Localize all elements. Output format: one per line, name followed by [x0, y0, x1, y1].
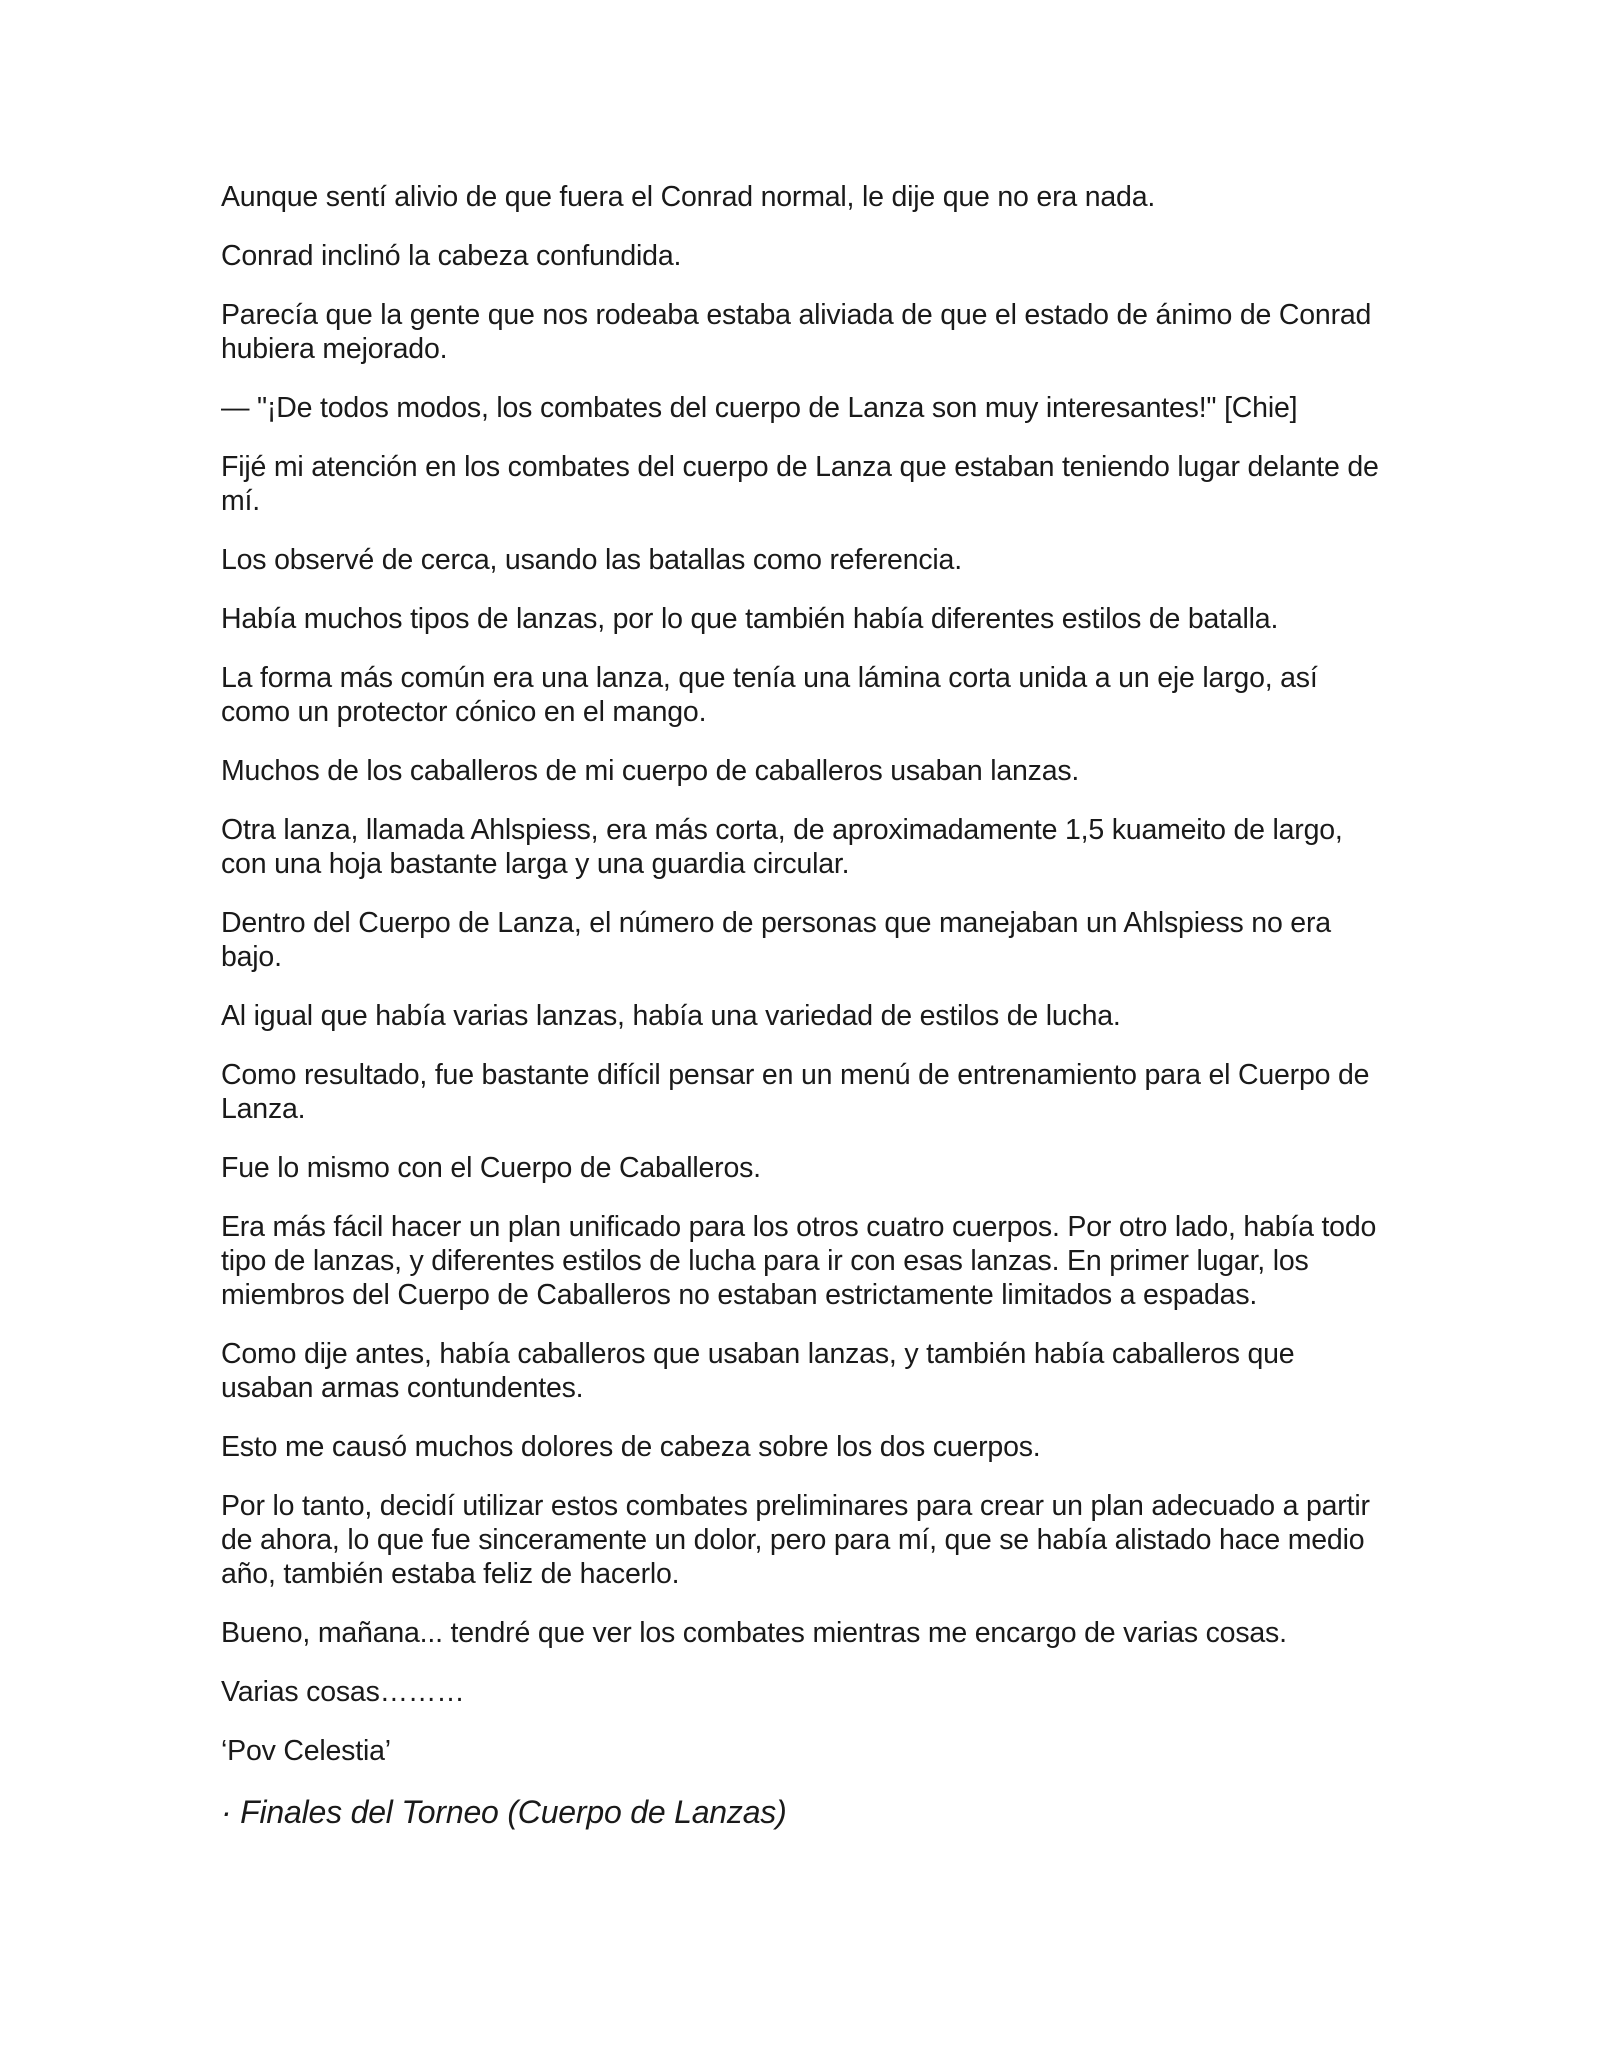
- document-body: [221, 180, 1381, 1856]
- paragraph-9: Muchos de los caballeros de mi cuerpo de caballeros usaban lanzas.: [221, 755, 1080, 787]
- paragraph-5: Fijé mi atención en los combates del cuerpo de Lanza que estaban teniendo lugar delante de mí.: [221, 451, 1379, 517]
- paragraph-12: Al igual que había varias lanzas, había una variedad de estilos de lucha.: [221, 1000, 1121, 1032]
- paragraph-13: Como resultado, fue bastante difícil pensar en un menú de entrenamiento para el Cuerpo de Lanza.: [221, 1059, 1370, 1125]
- paragraph-10: Otra lanza, llamada Ahlspiess, era más corta, de aproximadamente 1,5 kuameito de largo, con una hoja bastante larga y una guardia circular.: [221, 814, 1343, 880]
- paragraph-19: Bueno, mañana... tendré que ver los combates mientras me encargo de varias cosas.: [221, 1617, 1287, 1649]
- section-heading: · Finales del Torneo (Cuerpo de Lanzas): [221, 1794, 787, 1830]
- paragraph-18: Por lo tanto, decidí utilizar estos combates preliminares para crear un plan adecuado a partir de ahora, lo que fue sinceramente un dolor, pero para mí, que se había alistado hace medio año, también estaba feliz de hacerlo.: [221, 1490, 1370, 1590]
- paragraph-21: ‘Pov Celestia’: [221, 1735, 391, 1767]
- paragraph-20: Varias cosas………: [221, 1676, 465, 1708]
- paragraph-3: Parecía que la gente que nos rodeaba estaba aliviada de que el estado de ánimo de Conrad hubiera mejorado.: [221, 299, 1372, 365]
- paragraph-6: Los observé de cerca, usando las batallas como referencia.: [221, 544, 962, 576]
- paragraph-8: La forma más común era una lanza, que tenía una lámina corta unida a un eje largo, así como un protector cónico en el mango.: [221, 662, 1318, 728]
- paragraph-14: Fue lo mismo con el Cuerpo de Caballeros.: [221, 1152, 761, 1184]
- paragraph-11: Dentro del Cuerpo de Lanza, el número de personas que manejaban un Ahlspiess no era bajo.: [221, 907, 1331, 973]
- paragraph-17: Esto me causó muchos dolores de cabeza sobre los dos cuerpos.: [221, 1431, 1041, 1463]
- paragraph-7: Había muchos tipos de lanzas, por lo que también había diferentes estilos de batalla.: [221, 603, 1279, 635]
- paragraph-16: Como dije antes, había caballeros que usaban lanzas, y también había caballeros que usaban armas contundentes.: [221, 1338, 1295, 1404]
- paragraph-2: Conrad inclinó la cabeza confundida.: [221, 240, 682, 272]
- paragraph-1: Aunque sentí alivio de que fuera el Conrad normal, le dije que no era nada.: [221, 181, 1156, 213]
- paragraph-15: Era más fácil hacer un plan unificado para los otros cuatro cuerpos. Por otro lado, había todo tipo de lanzas, y diferentes estilos de lucha para ir con esas lanzas. En primer lugar, los miembros del Cuerpo de Caballeros no estaban estrictamente limitados a espadas.: [221, 1211, 1377, 1311]
- paragraph-4: — "¡De todos modos, los combates del cuerpo de Lanza son muy interesantes!" [Chie]: [221, 392, 1298, 424]
